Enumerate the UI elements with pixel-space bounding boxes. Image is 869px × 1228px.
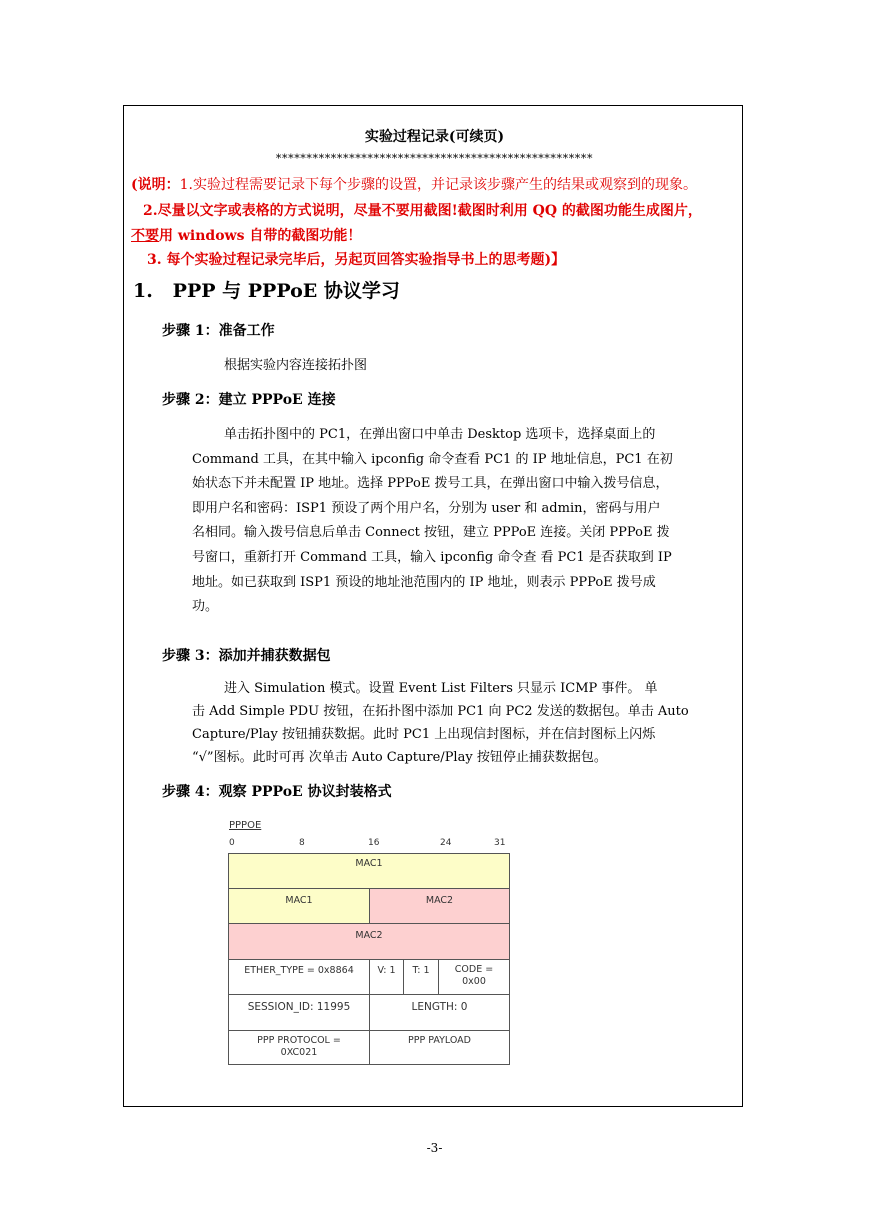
note-prefix: (说明： — [131, 177, 180, 193]
code-line-1: CODE = — [454, 964, 494, 975]
note-3-rest: 用 windows 自带的截图功能！ — [159, 228, 362, 244]
ppp-protocol-cell — [228, 1030, 370, 1065]
ether-type-cell: ETHER_TYPE = 0x8864 — [228, 959, 370, 995]
step-1-text: 根据实验内容连接拓扑图 — [224, 358, 368, 373]
bit-tick-0: 0 — [229, 838, 235, 848]
ppp-protocol-line-1: PPP PROTOCOL = — [257, 1035, 341, 1046]
step-3-paragraph — [192, 677, 738, 769]
ppp-payload-cell: PPP PAYLOAD — [369, 1030, 510, 1065]
mac2-row: MAC2 — [228, 923, 510, 960]
bit-tick-16: 16 — [368, 838, 380, 848]
step-3-line: 进入 Simulation 模式。设置 Event List Filters 只显示 ICMP 事件。 单 — [224, 681, 658, 696]
step-2-label: 步骤 2：建立 PPPoE 连接 — [162, 392, 336, 408]
step-2-line: 地址。如已获取到 ISP1 预设的地址池范围内的 IP 地址，则表示 PPPoE 拨号成 — [192, 574, 656, 590]
mac1-half-cell: MAC1 — [228, 888, 370, 924]
bit-tick-31: 31 — [494, 838, 506, 848]
note-line-2: 2.尽量以文字或表格的方式说明，尽量不要用截图!截图时利用 QQ 的截图功能生成图片， — [143, 203, 702, 219]
mac1-row: MAC1 — [228, 853, 510, 889]
version-cell: V: 1 — [369, 959, 404, 995]
note-line-4: 3. 每个实验过程记录完毕后，另起页回答实验指导书上的思考题)】 — [147, 252, 566, 268]
page-title: 实验过程记录(可续页) — [364, 129, 505, 145]
bit-tick-8: 8 — [299, 838, 305, 848]
bit-tick-24: 24 — [440, 838, 452, 848]
code-line-2: 0x00 — [462, 976, 486, 987]
step-3-label: 步骤 3：添加并捕获数据包 — [162, 648, 331, 664]
section-heading: 1. PPP 与 PPPoE 协议学习 — [133, 280, 400, 302]
step-2-line: 即用户名和密码：ISP1 预设了两个用户名，分别为 user 和 admin，密码与用户 — [192, 500, 661, 516]
note-1-body: 1.实验过程需要记录下每个步骤的设置，并记录该步骤产生的结果或观察到的现象。 — [179, 177, 697, 193]
star-divider: **************************************************** — [275, 152, 594, 165]
note-line-3 — [131, 225, 361, 245]
type-cell: T: 1 — [403, 959, 439, 995]
step-2-line: Command 工具，在其中输入 ipconfig 命令查看 PC1 的 IP 地址信息，PC1 在初 — [192, 451, 673, 467]
code-cell — [438, 959, 510, 995]
step-2-line: 名相同。输入拨号信息后单击 Connect 按钮，建立 PPPoE 连接。关闭 PPPoE 拨 — [192, 525, 670, 541]
length-cell: LENGTH: 0 — [369, 994, 510, 1031]
mac2-half-cell: MAC2 — [369, 888, 510, 924]
step-3-line: 击 Add Simple PDU 按钮，在拓扑图中添加 PC1 向 PC2 发送的数据包。单击 Auto — [192, 704, 689, 719]
step-4-label: 步骤 4：观察 PPPoE 协议封装格式 — [162, 784, 392, 800]
step-2-line: 功。 — [192, 599, 219, 615]
diagram-title: PPPOE — [229, 820, 262, 831]
note-line-1 — [131, 174, 697, 194]
note-underlined: 不要 — [131, 228, 159, 244]
step-2-paragraph — [192, 423, 738, 620]
page-number: -3- — [426, 1141, 443, 1155]
step-1-label: 步骤 1：准备工作 — [162, 323, 275, 339]
step-3-line: “√”图标。此时可再 次单击 Auto Capture/Play 按钮停止捕获数据包。 — [192, 750, 607, 765]
step-2-line: 始状态下并未配置 IP 地址。选择 PPPoE 拨号工具，在弹出窗口中输入拨号信息， — [192, 476, 669, 492]
session-id-cell: SESSION_ID: 11995 — [228, 994, 370, 1031]
step-3-line: Capture/Play 按钮捕获数据。此时 PC1 上出现信封图标，并在信封图标上闪烁 — [192, 727, 656, 742]
step-2-line: 号窗口，重新打开 Command 工具，输入 ipconfig 命令查 看 PC1 是否获取到 IP — [192, 549, 672, 565]
ppp-protocol-line-2: 0XC021 — [280, 1047, 318, 1058]
step-2-line: 单击拓扑图中的 PC1，在弹出窗口中单击 Desktop 选项卡，选择桌面上的 — [224, 427, 656, 442]
